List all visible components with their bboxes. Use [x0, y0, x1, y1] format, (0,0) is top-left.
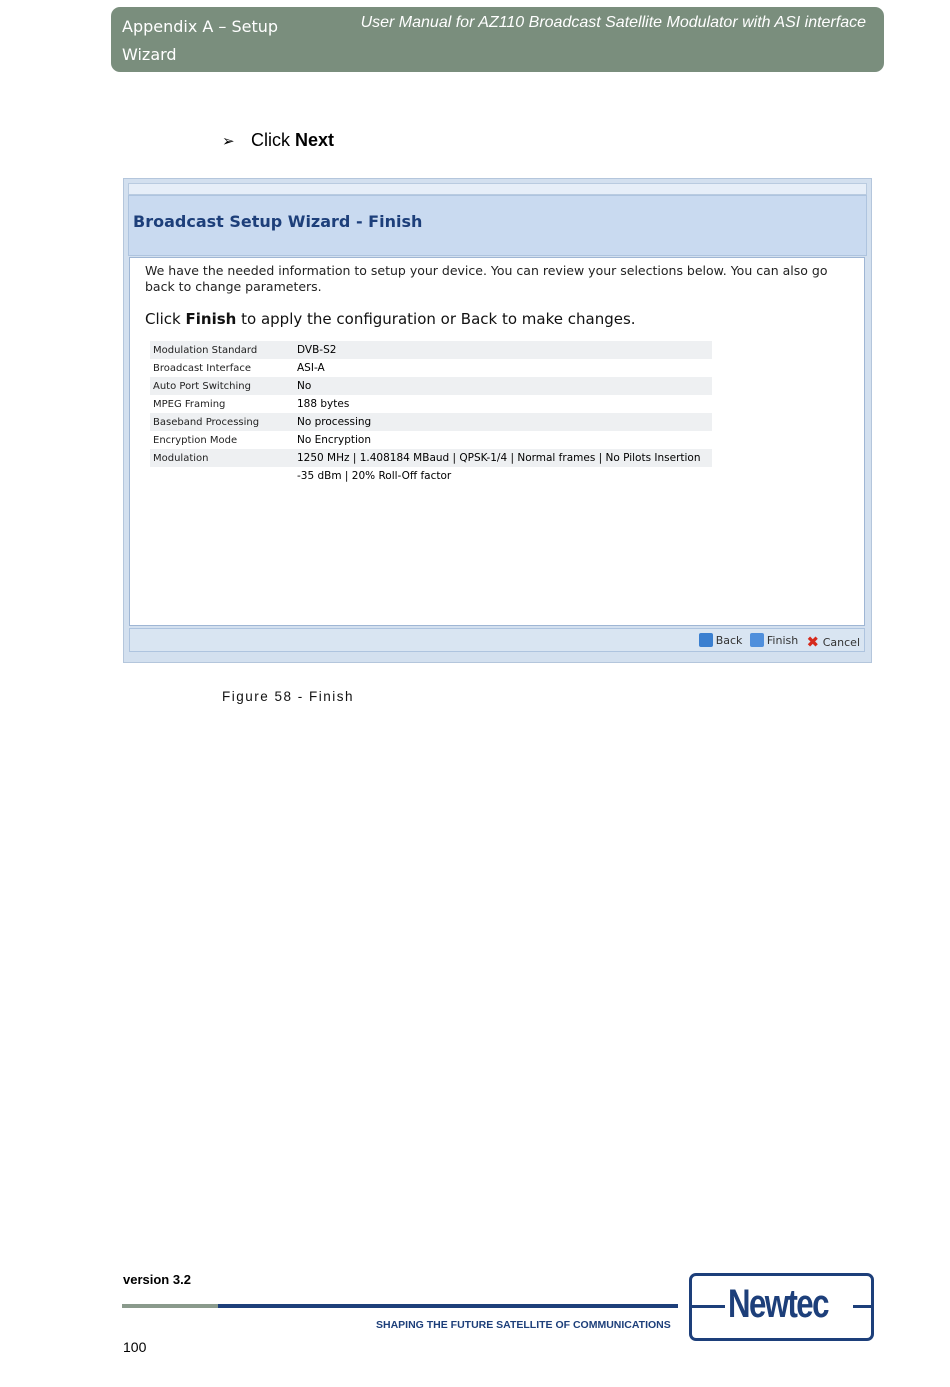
instruction-prefix: Click	[251, 130, 291, 150]
instruction-action: Next	[295, 130, 335, 150]
table-row	[150, 341, 712, 359]
instruction-line	[222, 130, 334, 151]
manual-title: User Manual for AZ110 Broadcast Satellite Modulator with ASI interface	[360, 14, 866, 31]
wizard-title-bar	[128, 195, 867, 256]
back-label: Back	[715, 633, 743, 647]
logo-wordmark: Newtec	[728, 1282, 828, 1326]
row-value: -35 dBm | 20% Roll-Off factor	[297, 470, 452, 482]
footer-rule-blue	[218, 1304, 678, 1308]
wizard-buttons	[695, 633, 860, 650]
table-row	[150, 413, 712, 431]
cancel-label: Cancel	[822, 635, 860, 649]
logo-line-left	[692, 1305, 725, 1308]
row-value: ASI-A	[297, 362, 325, 374]
thumbs-up-icon	[750, 633, 764, 647]
table-row	[150, 431, 712, 449]
table-row	[150, 377, 712, 395]
wizard-footer	[129, 628, 865, 652]
bullet-arrow-icon: ➢	[222, 133, 235, 150]
row-label: Modulation Standard	[150, 341, 294, 359]
red-x-icon: ✖	[806, 633, 820, 651]
page-header	[111, 7, 884, 72]
back-button[interactable]	[699, 633, 743, 647]
logo-line-right	[853, 1305, 871, 1308]
finish-button[interactable]	[750, 633, 798, 647]
row-value: 188 bytes	[297, 398, 350, 410]
summary-table	[150, 341, 712, 485]
table-row	[150, 467, 712, 485]
back-arrow-icon	[699, 633, 713, 647]
row-label: MPEG Framing	[153, 398, 226, 410]
finish-label: Finish	[766, 633, 799, 647]
section-title: Appendix A – Setup Wizard	[122, 17, 279, 64]
wizard-content	[129, 257, 865, 626]
table-row	[150, 449, 712, 467]
wizard-cta	[145, 310, 636, 328]
wizard-screenshot	[123, 178, 872, 663]
newtec-logo	[689, 1273, 874, 1341]
row-value: No processing	[294, 413, 712, 431]
cta-bold: Finish	[185, 310, 237, 328]
footer-tagline: SHAPING THE FUTURE SATELLITE OF COMMUNICATIONS	[376, 1319, 671, 1331]
row-value: DVB-S2	[294, 341, 712, 359]
cta-pre: Click	[145, 310, 181, 328]
page-number: 100	[123, 1339, 147, 1355]
footer-rule-green	[122, 1304, 218, 1308]
row-label: Broadcast Interface	[153, 362, 252, 374]
row-label: Baseband Processing	[150, 413, 294, 431]
row-label: Auto Port Switching	[150, 377, 294, 395]
cta-post: to apply the configuration or Back to make changes.	[241, 310, 636, 328]
row-value: No	[294, 377, 712, 395]
table-row	[150, 395, 712, 413]
version-label: version 3.2	[123, 1272, 191, 1287]
row-value: No Encryption	[297, 434, 371, 446]
cancel-button[interactable]	[806, 635, 860, 649]
figure-caption: Figure 58 - Finish	[222, 689, 355, 704]
row-label: Encryption Mode	[153, 434, 238, 446]
table-row	[150, 359, 712, 377]
row-label: Modulation	[150, 449, 294, 467]
row-label	[150, 467, 294, 485]
wizard-title: Broadcast Setup Wizard - Finish	[133, 212, 423, 231]
wizard-intro: We have the needed information to setup your device. You can review your selections below. You can also go back to change parameters.	[145, 263, 828, 294]
row-value: 1250 MHz | 1.408184 MBaud | QPSK-1/4 | Normal frames | No Pilots Insertion	[294, 449, 712, 467]
wizard-top-strip	[128, 183, 867, 195]
